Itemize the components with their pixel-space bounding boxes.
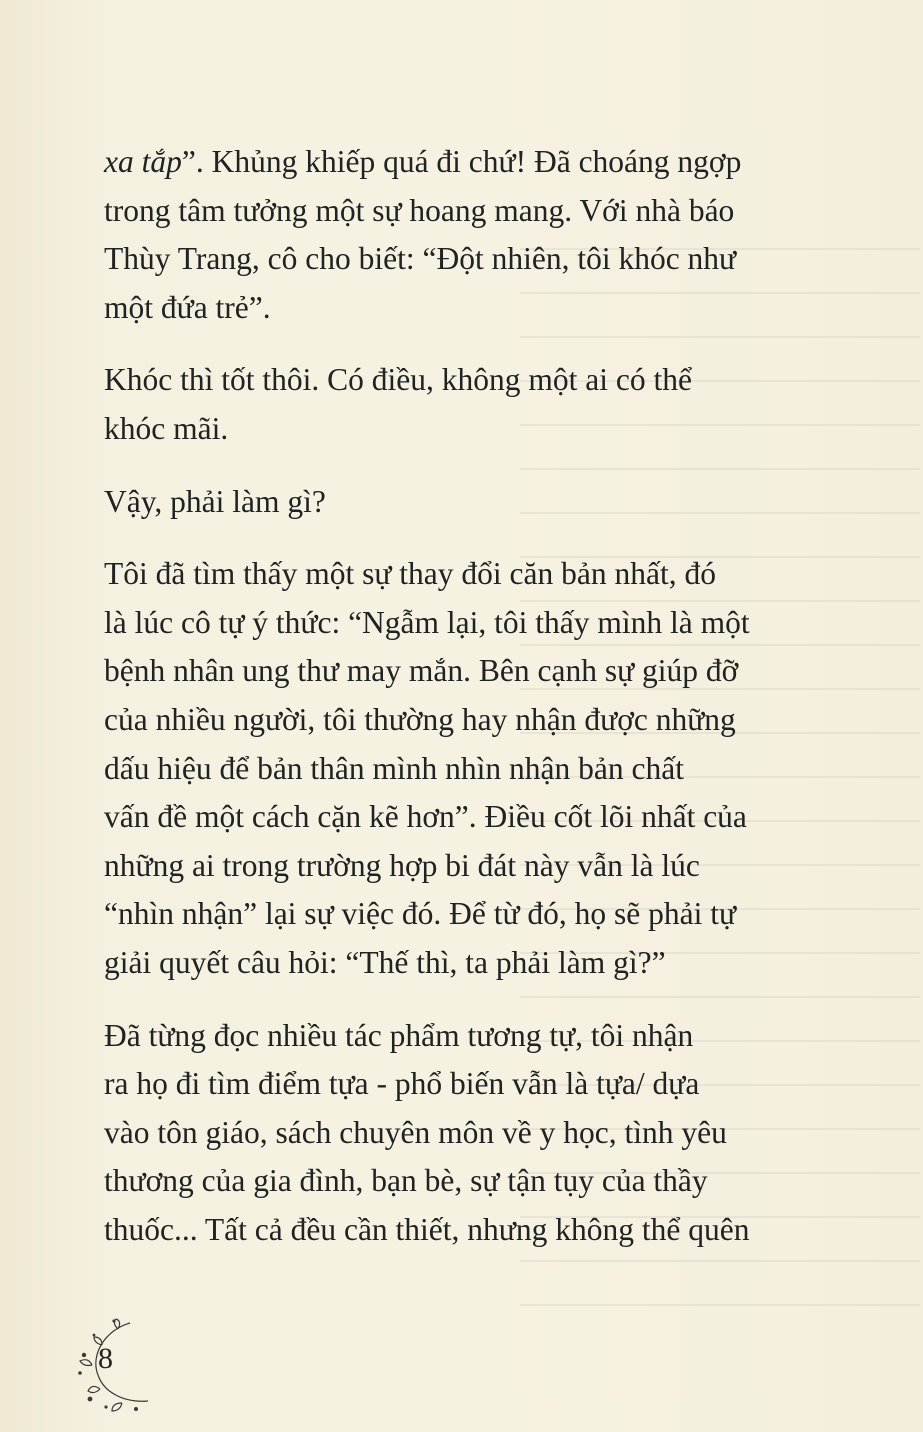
text-line (104, 745, 864, 794)
paragraph (104, 356, 864, 453)
italic-text: xa tắp (104, 144, 182, 179)
text-line (104, 284, 864, 333)
text-segment: Vậy, phải làm gì? (104, 483, 326, 519)
text-line (104, 842, 864, 891)
text-line (104, 138, 864, 187)
floral-ornament-icon (70, 1315, 160, 1415)
text-segment: giải quyết câu hỏi: “Thế thì, ta phải làm gì?” (104, 944, 666, 980)
text-line (104, 1060, 864, 1109)
paragraph (104, 478, 864, 527)
text-line (104, 1012, 864, 1061)
text-line (104, 235, 864, 284)
text-segment: bệnh nhân ung thư may mắn. Bên cạnh sự giúp đỡ (104, 653, 739, 689)
text-segment: vào tôn giáo, sách chuyên môn về y học, tình yêu (104, 1114, 727, 1150)
paragraph (104, 1012, 864, 1255)
text-line (104, 187, 864, 236)
text-line (104, 1206, 864, 1255)
text-line (104, 599, 864, 648)
text-line (104, 1109, 864, 1158)
text-segment: Tôi đã tìm thấy một sự thay đổi căn bản nhất, đó (104, 556, 716, 592)
page-number: 8 (98, 1342, 113, 1375)
text-line (104, 405, 864, 454)
text-segment: “nhìn nhận” lại sự việc đó. Để từ đó, họ sẽ phải tự (104, 896, 737, 932)
text-line (104, 696, 864, 745)
text-segment: thuốc... Tất cả đều cần thiết, nhưng không thể quên (104, 1211, 750, 1247)
text-segment: vấn đề một cách cặn kẽ hơn”. Điều cốt lõi nhất của (104, 799, 747, 835)
text-segment: những ai trong trường hợp bi đát này vẫn là lúc (104, 847, 700, 883)
text-segment: thương của gia đình, bạn bè, sự tận tụy của thầy (104, 1163, 708, 1199)
text-segment: là lúc cô tự ý thức: “Ngẫm lại, tôi thấy mình là một (104, 604, 750, 640)
text-segment: Khóc thì tốt thôi. Có điều, không một ai có thể (104, 362, 692, 398)
text-segment: khóc mãi. (104, 410, 229, 446)
text-segment: Đã từng đọc nhiều tác phẩm tương tự, tôi nhận (104, 1017, 694, 1053)
paragraph (104, 138, 864, 332)
text-line (104, 550, 864, 599)
text-segment: trong tâm tưởng một sự hoang mang. Với nhà báo (104, 192, 735, 228)
text-line (104, 356, 864, 405)
text-segment: ra họ đi tìm điểm tựa - phổ biến vẫn là tựa/ dựa (104, 1066, 700, 1102)
text-segment: Thùy Trang, cô cho biết: “Đột nhiên, tôi khóc như (104, 241, 737, 277)
paragraph (104, 550, 864, 987)
text-line (104, 793, 864, 842)
text-segment: dấu hiệu để bản thân mình nhìn nhận bản chất (104, 750, 684, 786)
text-segment: một đứa trẻ”. (104, 289, 271, 325)
text-line (104, 890, 864, 939)
text-segment: ”. Khủng khiếp quá đi chứ! Đã choáng ngợp (181, 144, 742, 179)
text-line (104, 1157, 864, 1206)
text-line (104, 478, 864, 527)
text-line (104, 939, 864, 988)
text-segment: của nhiều người, tôi thường hay nhận được những (104, 701, 736, 737)
text-line (104, 647, 864, 696)
body-text (104, 138, 864, 1278)
